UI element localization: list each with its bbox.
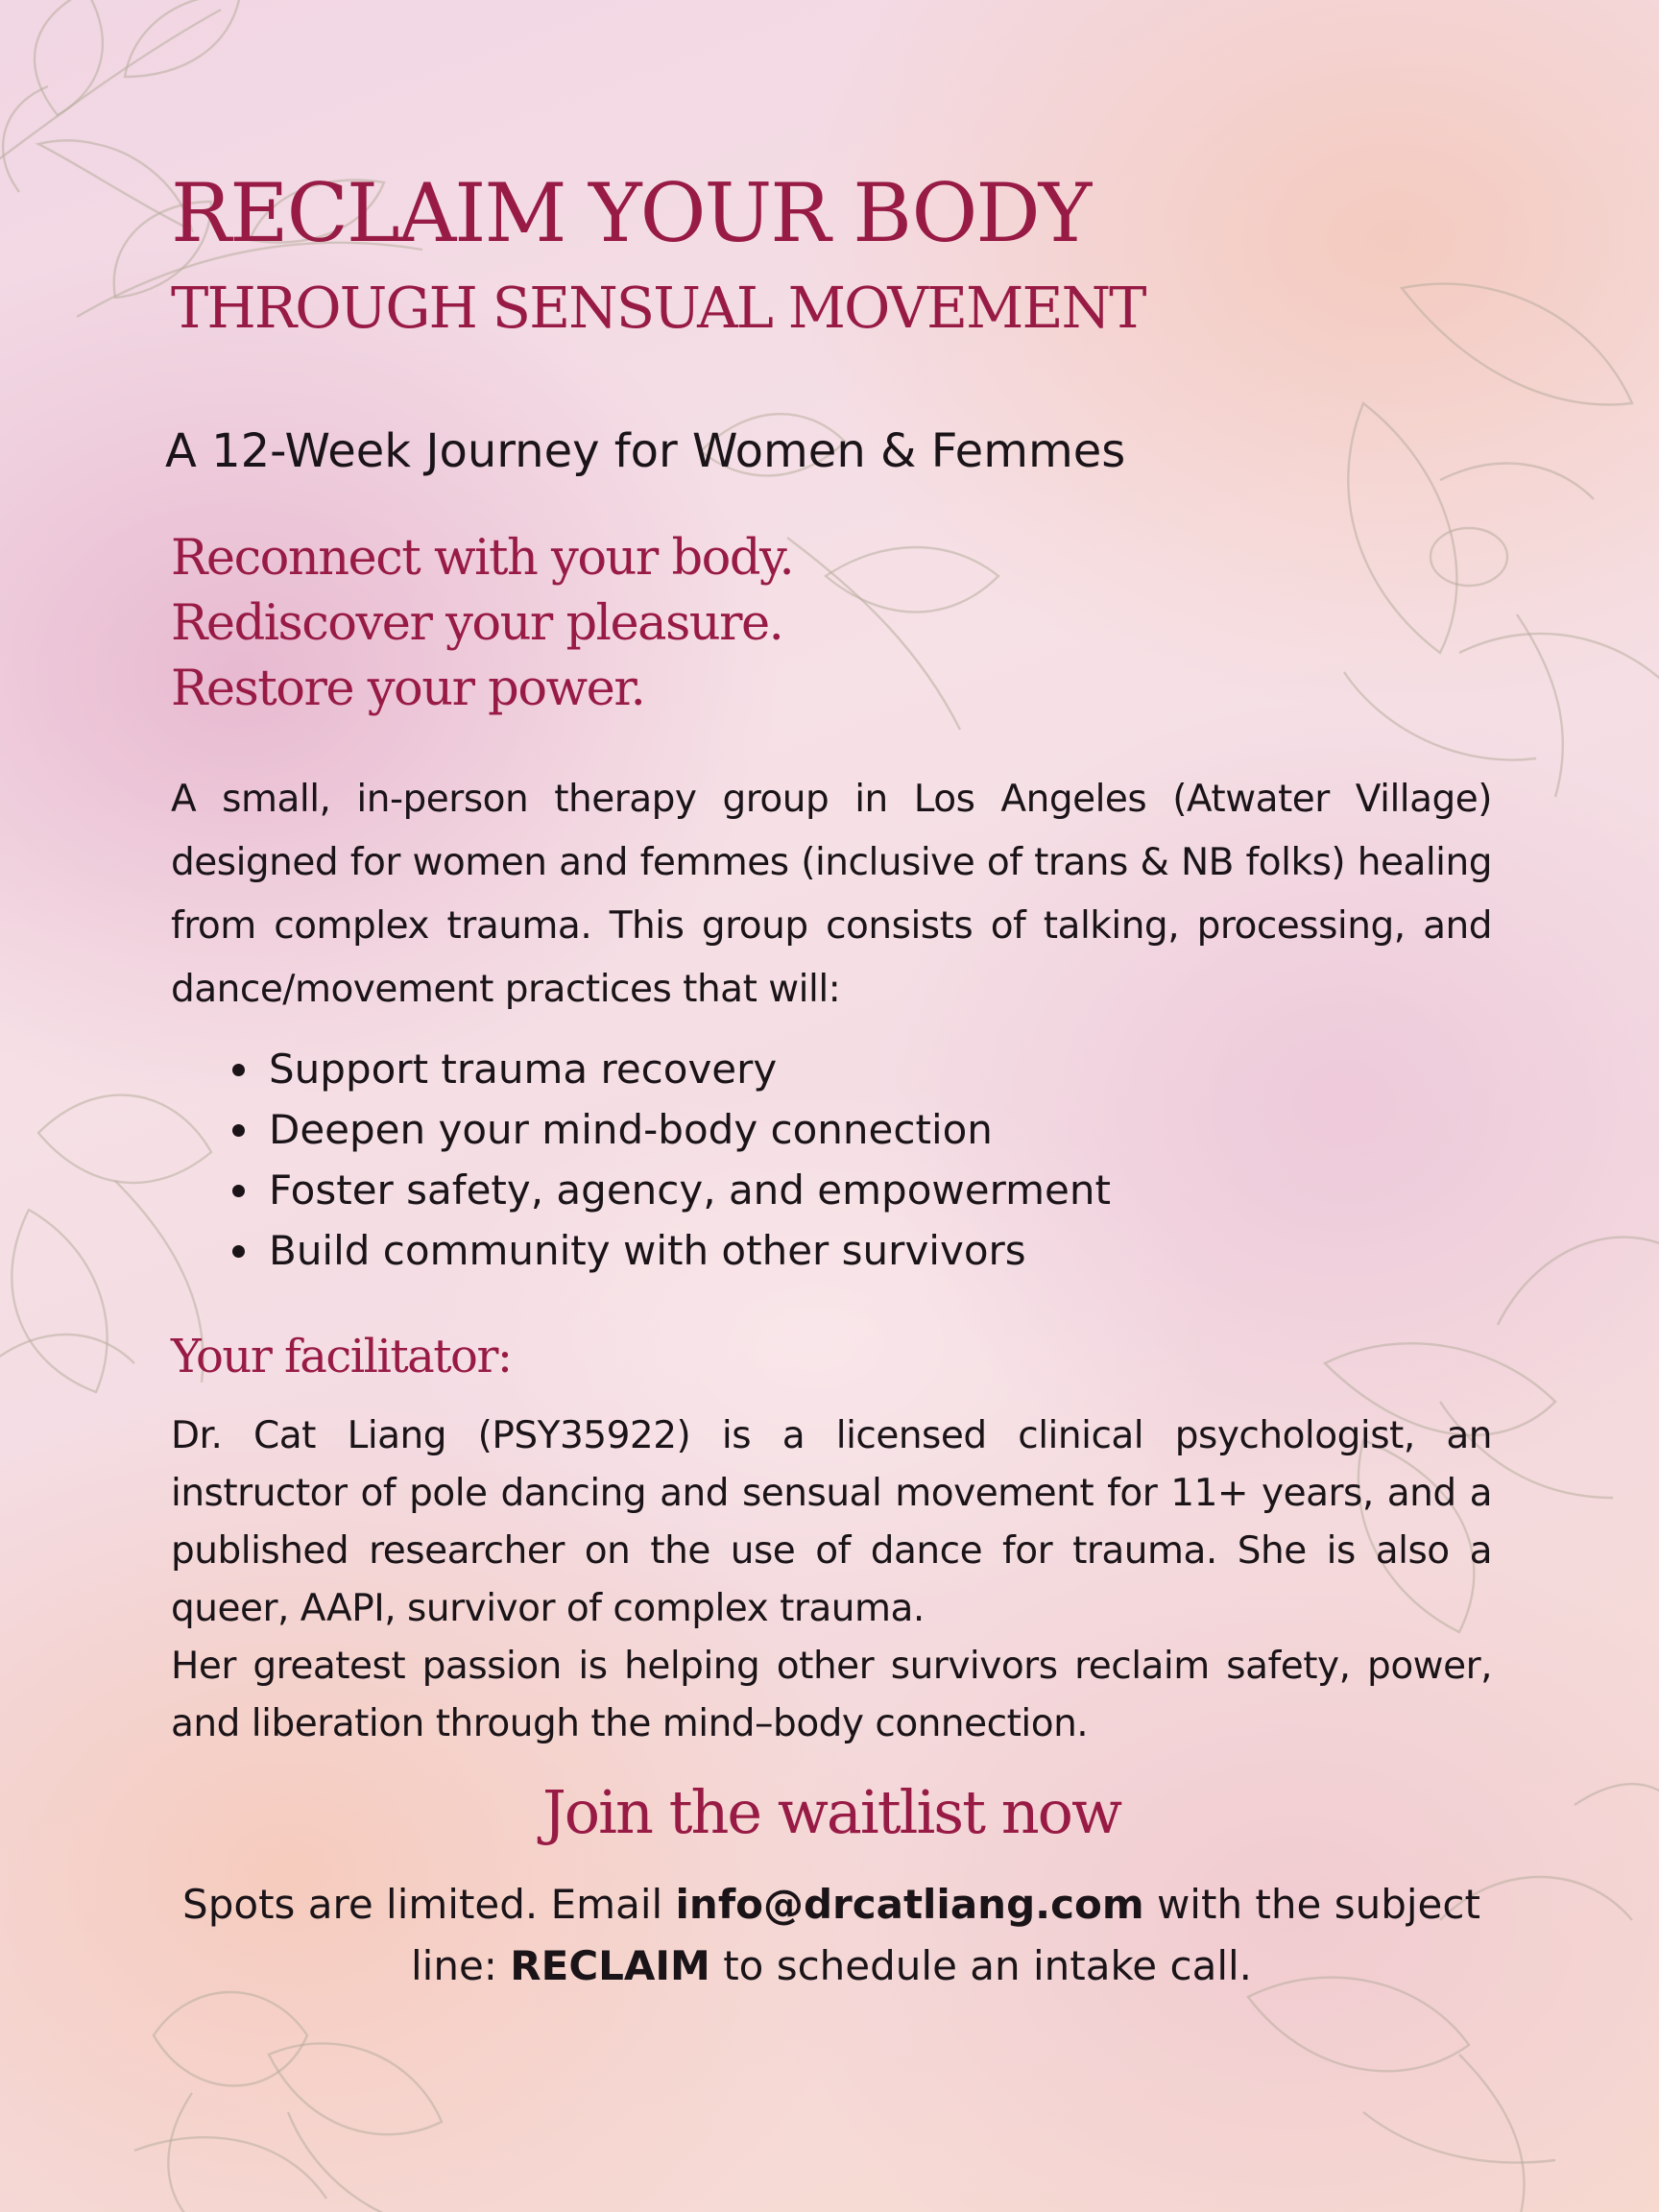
cta-text-after-email: with the subject line: — [410, 1881, 1480, 1989]
facilitator-heading: Your facilitator: — [171, 1330, 512, 1383]
benefit-text: Support trauma recovery — [269, 1046, 778, 1093]
benefit-text: Build community with other survivors — [269, 1227, 1026, 1274]
facilitator-bio — [171, 1407, 1492, 1753]
cta-text — [171, 1874, 1492, 1997]
benefit-item — [228, 1099, 1111, 1160]
bullet-icon — [232, 1245, 245, 1258]
cta-text-before-email: Spots are limited. Email — [182, 1881, 676, 1928]
cta-heading: Join the waitlist now — [541, 1777, 1121, 1847]
title-line-1: RECLAIM YOUR BODY — [171, 166, 1091, 260]
bullet-icon — [232, 1124, 245, 1137]
contact-email: info@drcatliang.com — [675, 1881, 1144, 1928]
benefits-list — [228, 1039, 1111, 1281]
benefit-item — [228, 1220, 1111, 1281]
benefit-text: Foster safety, agency, and empowerment — [269, 1166, 1111, 1214]
subject-line-keyword: RECLAIM — [510, 1942, 710, 1989]
bullet-icon — [232, 1185, 245, 1197]
bullet-icon — [232, 1064, 245, 1076]
facilitator-bio-text: Dr. Cat Liang (PSY35922) is a licensed clinical psychologist, an instructor of pole dancing and sensual movement for 11+ years, and a published researcher on the use of dance for trauma. She is also a queer, AAPI, survivor of complex trauma. — [171, 1414, 1492, 1630]
intro-paragraph: A small, in-person therapy group in Los Angeles (Atwater Village) designed for women and femmes (inclusive of trans & NB folks) healing from complex trauma. This group consists of talking, processing, and dance/movement practices that will: — [171, 778, 1492, 1011]
cta-text-end: to schedule an intake call. — [709, 1942, 1253, 1989]
taglines — [171, 526, 793, 722]
benefit-item — [228, 1039, 1111, 1099]
facilitator-passion-text: Her greatest passion is helping other survivors reclaim safety, power, and liberation through the mind–body connection. — [171, 1645, 1492, 1745]
tagline-rediscover: Rediscover your pleasure. — [171, 595, 783, 652]
title-line-2: THROUGH SENSUAL MOVEMENT — [171, 275, 1145, 341]
subtitle: A 12-Week Journey for Women & Femmes — [165, 424, 1126, 478]
benefit-item — [228, 1160, 1111, 1220]
tagline-restore: Restore your power. — [171, 661, 645, 717]
benefit-text: Deepen your mind-body connection — [269, 1106, 993, 1153]
tagline-reconnect: Reconnect with your body. — [171, 530, 794, 587]
